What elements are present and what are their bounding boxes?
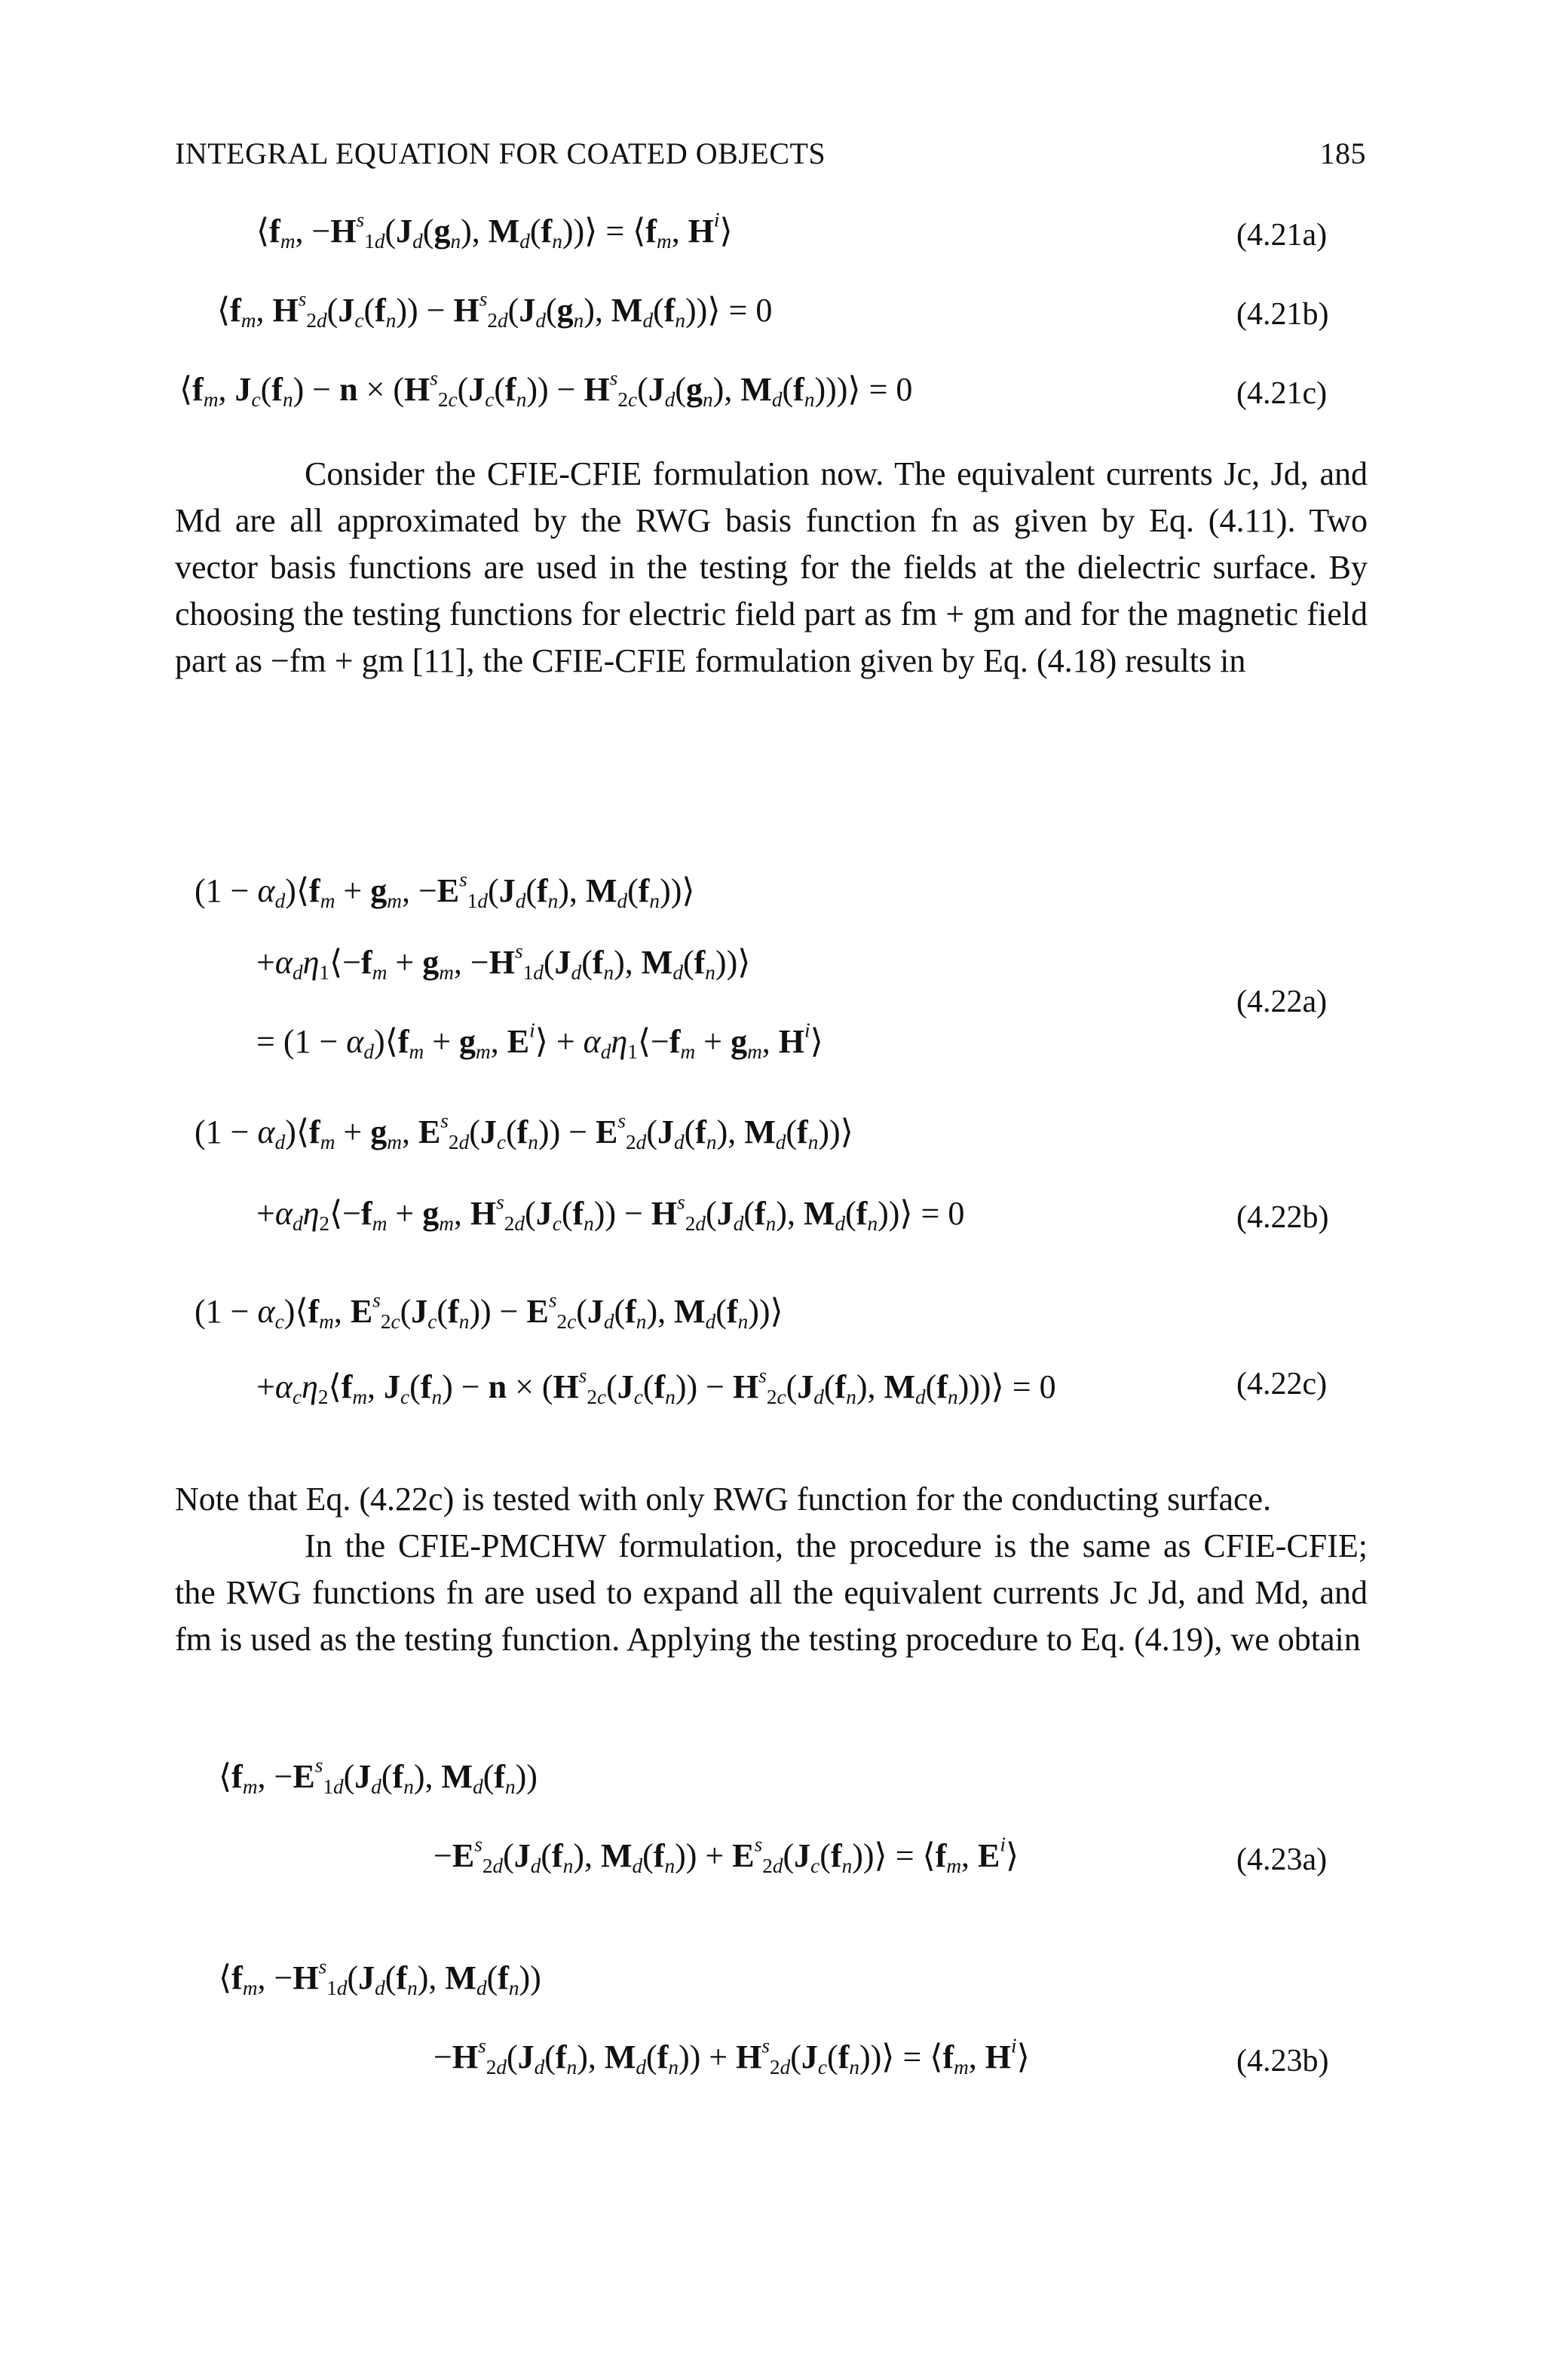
equation-4-23b-line2: $-H^s_{2d}(J_d(f_n)$, $M_d(f_n)$) + $H^s_{2d}(J_c(f_n))⟩$ = $⟨f_m$, $H^i⟩$ [433,2034,1030,2079]
eq-number: (4.21c) [1236,376,1328,411]
paragraph-cfie-cfie [175,451,1368,685]
eq-number: (4.23a) [1236,1842,1328,1877]
paragraph-note [175,1476,1368,1663]
eq-number: (4.22c) [1236,1367,1328,1401]
equation-4-21a: $⟨f_m$, $-H^s_{1d}(J_d(g_n)$, $M_d(f_n))⟩$ = $⟨f_m$, $H^i⟩$ [256,208,733,253]
eq-number: (4.22a) [1236,985,1328,1019]
paragraph-text: Consider the CFIE-CFIE formulation now. The equivalent currents Jc, Jd, and Md are all approximated by the RWG basis function fn as given by Eq. (4.11). Two vector basis functions are used in the testing for the fields at the dielectric surface. By choosing the testing functions for electric field part as fm + gm and for the magnetic field part as −fm + gm [11], the CFIE-CFIE formulation given by Eq. (4.18) results in [175,455,1368,679]
equation-4-21c: $⟨f_m$, $J_c(f_n) - n \times (H^s_{2c}(J_c(f_n)) - H^s_{2c}(J_d(g_n)$, $M_d(f_n)))⟩ = 0$ [179,366,913,412]
equation-4-22a-line3: = $(1 - \alpha_d)⟨f_m + g_m$, $E^i⟩$ + $\alpha_d\eta_1⟨-f_m + g_m$, $H^i⟩$ [256,1018,823,1064]
eq-number: (4.21b) [1236,297,1329,332]
equation-4-21b: $⟨f_m$, $H^s_{2d}(J_c(f_n)) - H^s_{2d}(J_d(g_n)$, $M_d(f_n))⟩ = 0$ [217,287,773,332]
equation-4-23b-line1: $⟨f_m$, $-H^s_{1d}(J_d(f_n)$, $M_d(f_n)$) [219,1955,541,2000]
equation-4-22b-line2: $+\alpha_d\eta_2⟨-f_m + g_m$, $H^s_{2d}(J_c(f_n)) - H^s_{2d}(J_d(f_n)$, $M_d(f_n))⟩ = 0$ [256,1190,965,1236]
equation-4-22c-line2: $+\alpha_c\eta_2⟨f_m$, $J_c(f_n) - n \times (H^s_{2c}(J_c(f_n)) - H^s_{2c}(J_d(f_n)$, $M_d(f_n)))⟩ = 0$ [256,1364,1056,1409]
equation-4-22a-line2: $+\alpha_d\eta_1⟨-f_m + g_m$, $-H^s_{1d}(J_d(f_n)$, $M_d(f_n))⟩$ [256,939,751,985]
equation-4-22c-line1: $(1 - \alpha_c)⟨f_m$, $E^s_{2c}(J_c(f_n)) - E^s_{2c}(J_d(f_n)$, $M_d(f_n))⟩$ [195,1288,783,1334]
paragraph-text: In the CFIE-PMCHW formulation, the procedure is the same as CFIE-CFIE; the RWG functions fn are used to expand all the equivalent currents Jc Jd, and Md, and fm is used as the testing function. Applying the testing procedure to Eq. (4.19), we obtain [175,1527,1368,1658]
eq-number: (4.22b) [1236,1200,1329,1235]
equation-4-23a-line1: $⟨f_m$, $-E^s_{1d}(J_d(f_n)$, $M_d(f_n)$) [219,1754,538,1799]
page-header [175,136,1366,181]
equation-4-23a-line2: $-E^s_{2d}(J_d(f_n)$, $M_d(f_n)$) + $E^s_{2d}(J_c(f_n))⟩$ = $⟨f_m$, $E^i⟩$ [433,1833,1019,1878]
equation-4-22b-line1: $(1 - \alpha_d)⟨f_m + g_m$, $E^s_{2d}(J_c(f_n)) - E^s_{2d}(J_d(f_n)$, $M_d(f_n))⟩$ [195,1109,853,1154]
eq-number: (4.21a) [1236,218,1328,253]
paragraph-text: Note that Eq. (4.22c) is tested with only RWG function for the conducting surface. [175,1481,1272,1518]
page-number: 185 [1319,136,1366,170]
running-title: INTEGRAL EQUATION FOR COATED OBJECTS [175,136,826,170]
equation-4-22a-line1: $(1 - \alpha_d)⟨f_m + g_m$, $-E^s_{1d}(J_d(f_n)$, $M_d(f_n))⟩$ [195,868,695,913]
eq-number: (4.23b) [1236,2044,1329,2078]
